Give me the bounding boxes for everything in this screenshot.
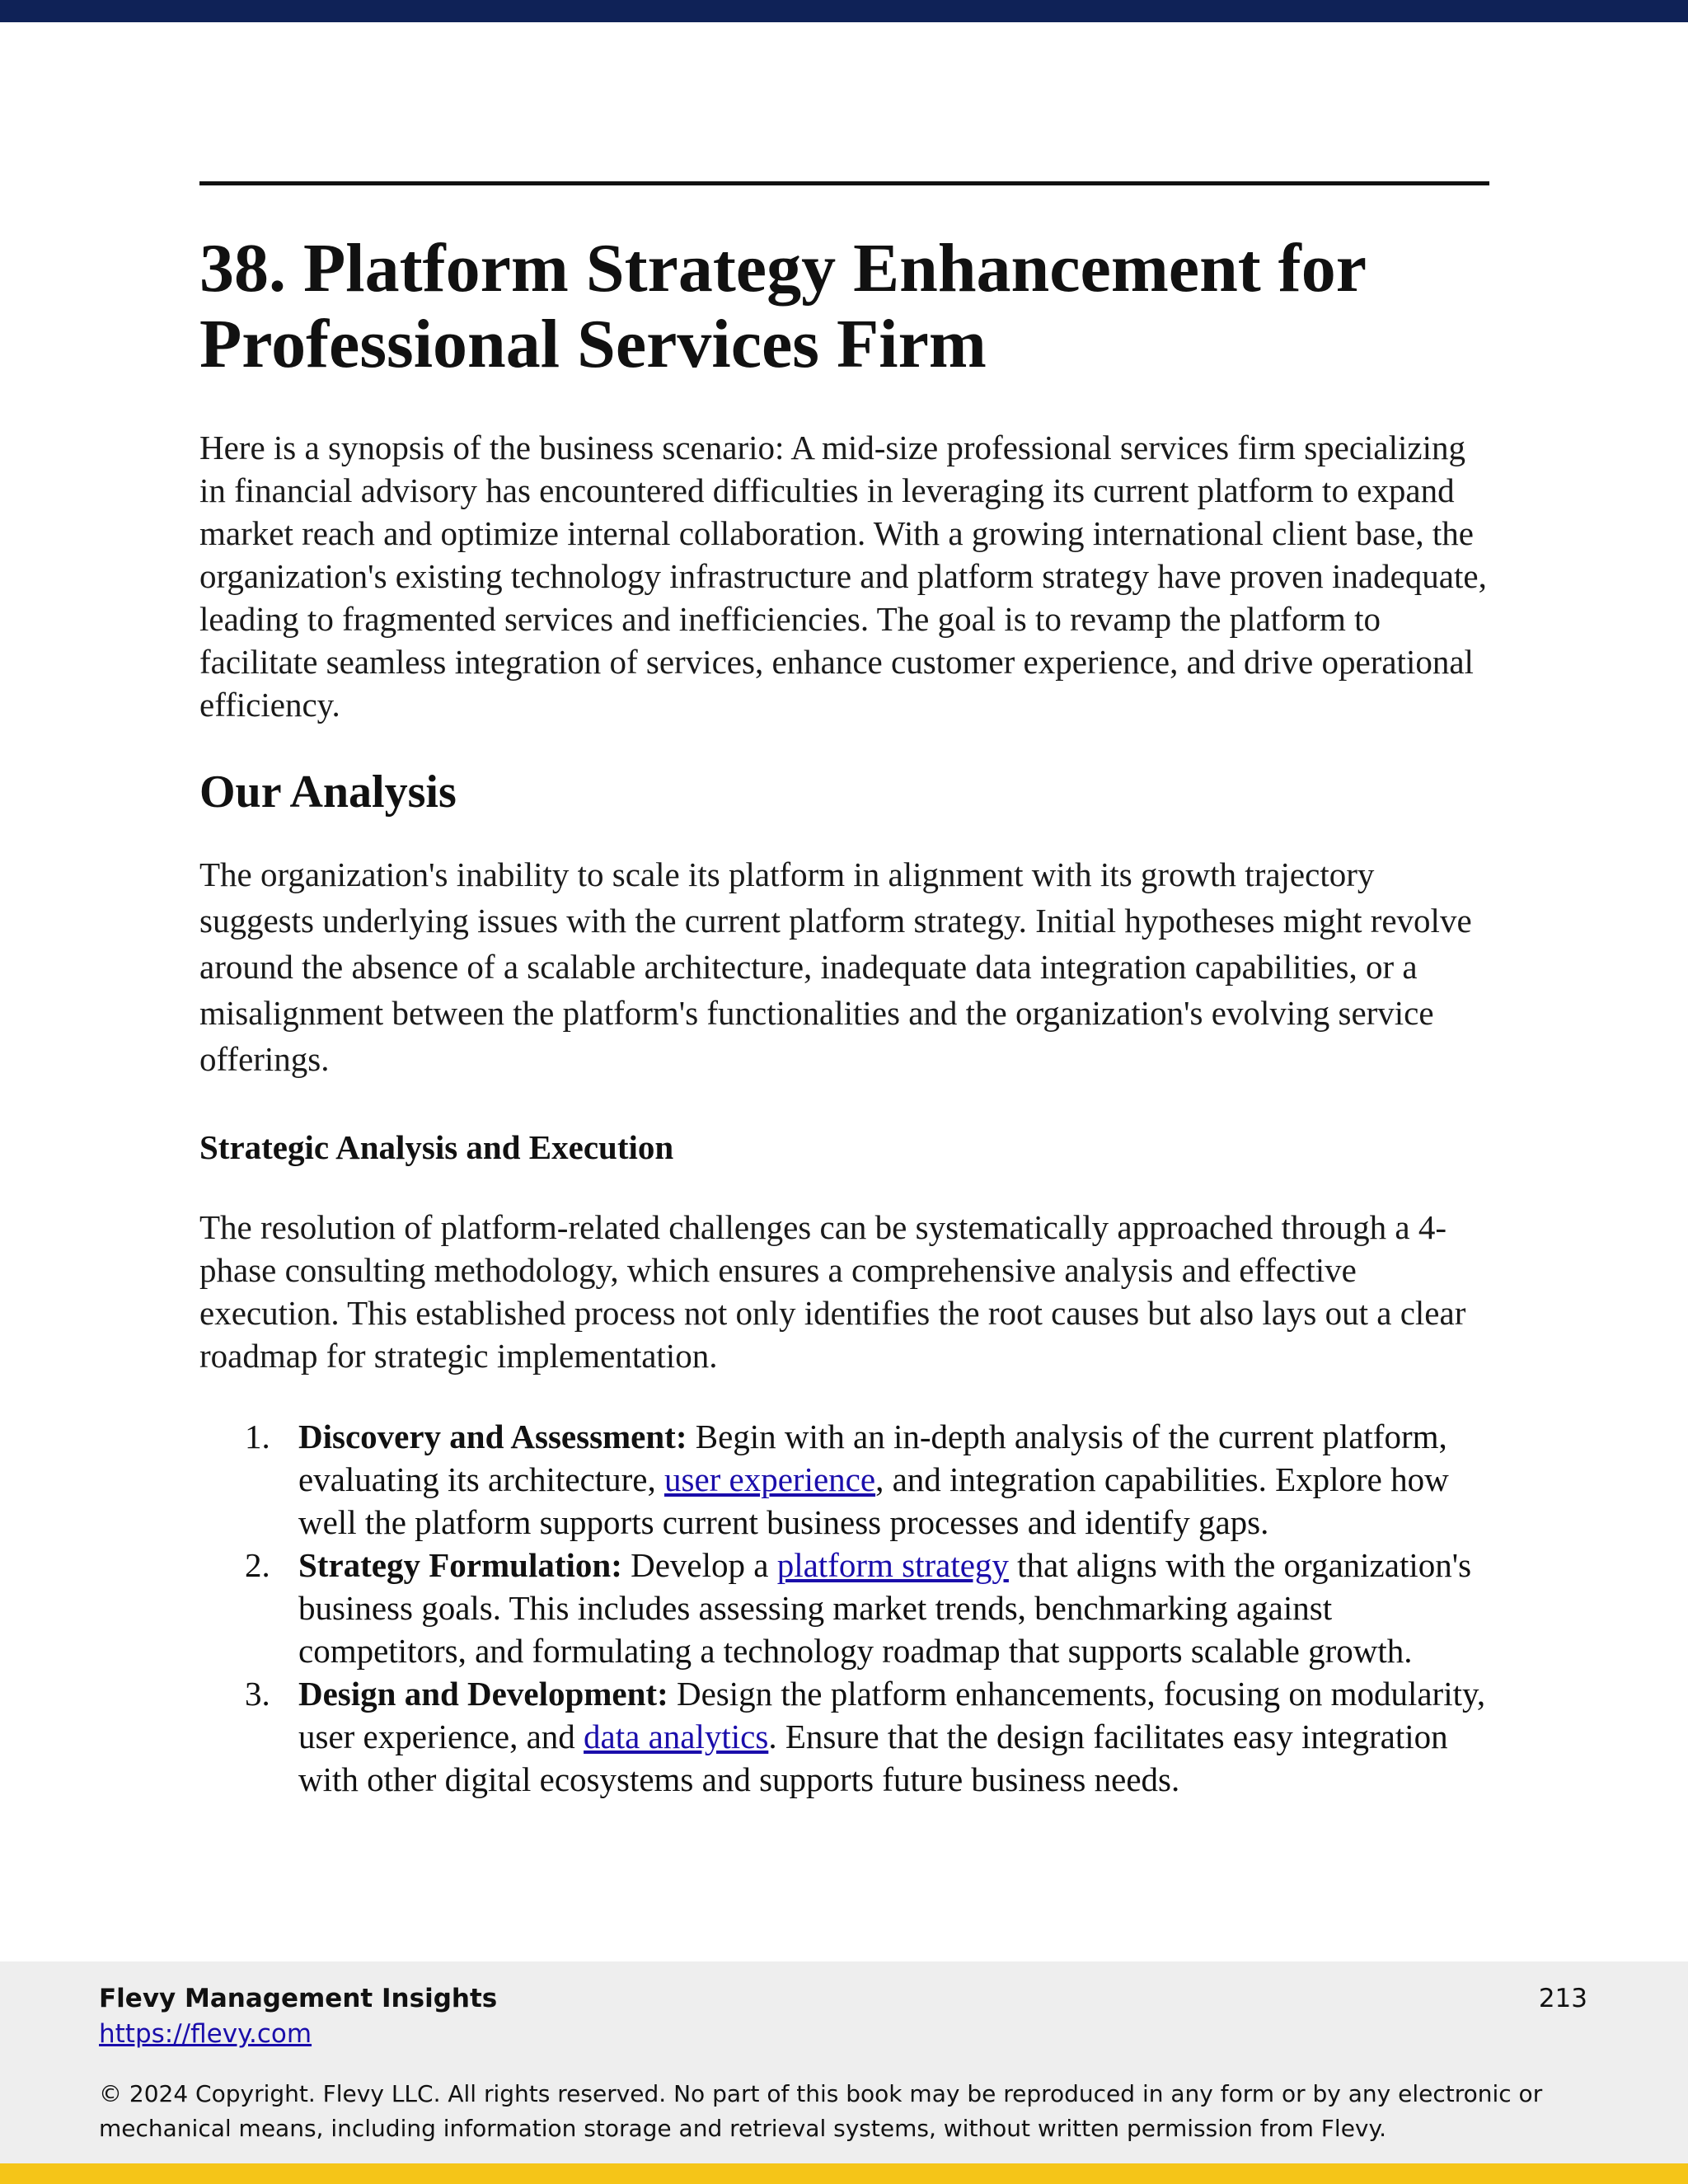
page-content <box>199 231 1489 1801</box>
step-number: 1. <box>245 1418 270 1455</box>
footer-url-link[interactable]: https://flevy.com <box>99 2019 312 2049</box>
step-title: Strategy Formulation: <box>298 1546 622 1584</box>
copyright-notice: © 2024 Copyright. Flevy LLC. All rights reserved. No part of this book may be reproduced in any form or by any electronic or mechanical means, including information storage and retrieval systems, without written permission from Flevy. <box>99 2080 1543 2142</box>
top-color-band <box>0 0 1688 22</box>
list-item <box>199 1544 1489 1672</box>
step-text: that aligns with the organization's business goals. This includes assessing market trends, benchmarking against competitors, and formulating a technology roadmap that supports scalable growth. <box>298 1546 1472 1670</box>
step-text: Design the platform enhancements, focusing on modularity, user experience, and <box>298 1675 1486 1755</box>
analysis-heading: Our Analysis <box>199 766 457 818</box>
data-analytics-link[interactable]: data analytics <box>584 1718 769 1755</box>
step-text: . Ensure that the design facilitates easy integration with other digital ecosystems and supports future business needs. <box>298 1718 1448 1798</box>
step-number: 3. <box>245 1675 270 1713</box>
page-title: 38. Platform Strategy Enhancement for Professional Services Firm <box>199 230 1366 382</box>
footer-brand: Flevy Management Insights <box>99 1984 498 2013</box>
page-footer <box>0 1961 1688 2163</box>
list-item <box>199 1415 1489 1544</box>
step-text: , and integration capabilities. Explore how well the platform supports current business processes and identify gaps. <box>298 1460 1449 1541</box>
analysis-paragraph: The organization's inability to scale its platform in alignment with its growth trajectory suggests underlying issues with the current platform strategy. Initial hypotheses might revolve around the absence of a scalable architecture, inadequate data integration capabilities, or a misalignment between the platform's functionalities and the organization's evolving service offerings. <box>199 855 1472 1078</box>
step-number: 2. <box>245 1546 270 1584</box>
user-experience-link[interactable]: user experience <box>663 1460 876 1498</box>
bottom-color-band <box>0 2163 1688 2184</box>
step-title: Discovery and Assessment: <box>298 1418 687 1455</box>
synopsis-paragraph: Here is a synopsis of the business scenario: A mid-size professional services firm specializing in financial advisory has encountered difficulties in leveraging its current platform to expand market reach and optimize internal collaboration. With a growing international client base, the organization's existing technology infrastructure and platform strategy have proven inadequate, leading to fragmented services and inefficiencies. The goal is to revamp the platform to facilitate seamless integration of services, enhance customer experience, and drive operational efficiency. <box>199 429 1487 724</box>
methodology-steps-list <box>199 1415 1489 1801</box>
step-text: Begin with an in-depth analysis of the current platform, evaluating its architecture, <box>298 1418 1447 1498</box>
step-text: Develop a <box>621 1546 777 1584</box>
page-number: 213 <box>1538 1984 1587 2013</box>
strategic-heading: Strategic Analysis and Execution <box>199 1128 674 1166</box>
list-item <box>199 1672 1489 1801</box>
platform-strategy-link[interactable]: platform strategy <box>776 1546 1009 1584</box>
step-title: Design and Development: <box>298 1675 668 1713</box>
strategic-paragraph: The resolution of platform-related challenges can be systematically approached through a 4-phase consulting methodology, which ensures a comprehensive analysis and effective execution. This established process not only identifies the root causes but also lays out a clear roadmap for strategic implementation. <box>199 1208 1466 1375</box>
header-rule <box>199 181 1489 185</box>
